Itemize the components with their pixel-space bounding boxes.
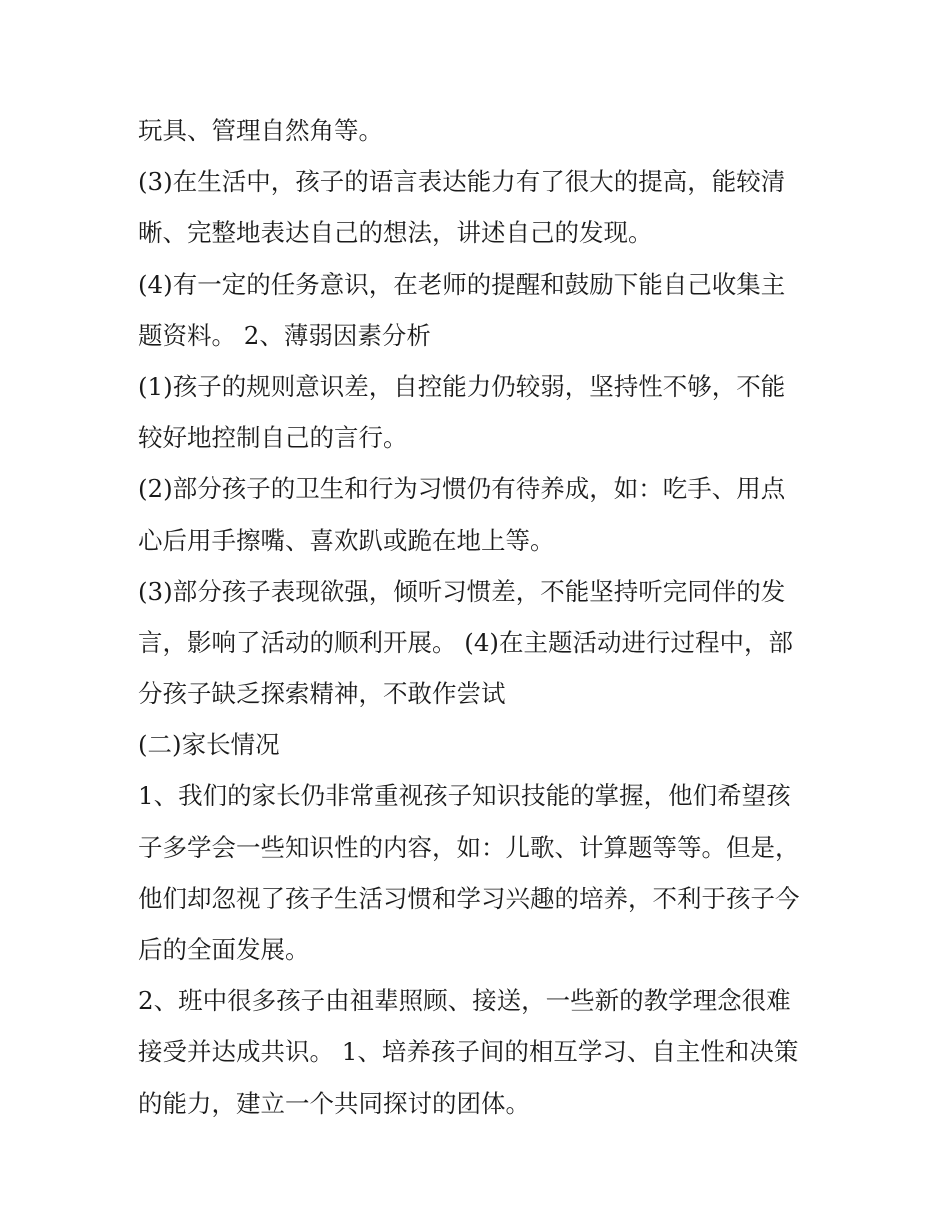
text-line: (2)部分孩子的卫生和行为习惯仍有待养成，如：吃手、用点 [138,474,786,504]
text-line: 晰、完整地表达自己的想法，讲述自己的发现。 [138,218,653,248]
text-line: 玩具、管理自然角等。 [138,116,383,145]
text-line: 的能力，建立一个共同探讨的团体。 [138,1088,530,1118]
text-line: 1、我们的家长仍非常重视孩子知识技能的掌握，他们希望孩 [138,781,791,811]
text-line: 心后用手擦嘴、喜欢趴或跪在地上等。 [138,525,555,555]
text-line: 言，影响了活动的顺利开展。 (4)在主题活动进行过程中，部 [138,627,793,657]
text-line: 较好地控制自己的言行。 [138,423,408,453]
text-line: (3)在生活中，孩子的语言表达能力有了很大的提高，能较清 [138,167,786,197]
text-line: 题资料。 2、薄弱因素分析 [138,320,431,350]
text-line: 他们却忽视了孩子生活习惯和学习兴趣的培养，不利于孩子今 [138,883,800,913]
text-line: 分孩子缺乏探索精神，不敢作尝试 [138,679,506,709]
document-body [138,105,828,1129]
text-line: 2、班中很多孩子由祖辈照顾、接送，一些新的教学理念很难 [138,986,791,1016]
text-line: (4)有一定的任务意识，在老师的提醒和鼓励下能自己收集主 [138,269,786,299]
text-line: 后的全面发展。 [138,935,310,964]
text-line: 子多学会一些知识性的内容，如：儿歌、计算题等等。但是， [138,832,800,862]
text-line: (1)孩子的规则意识差，自控能力仍较弱，坚持性不够，不能 [138,371,786,401]
section-heading: (二)家长情况 [138,730,280,760]
text-line: 接受并达成共识。 1、培养孩子间的相互学习、自主性和决策 [138,1037,799,1067]
text-line: (3)部分孩子表现欲强，倾听习惯差，不能坚持听完同伴的发 [138,576,786,606]
